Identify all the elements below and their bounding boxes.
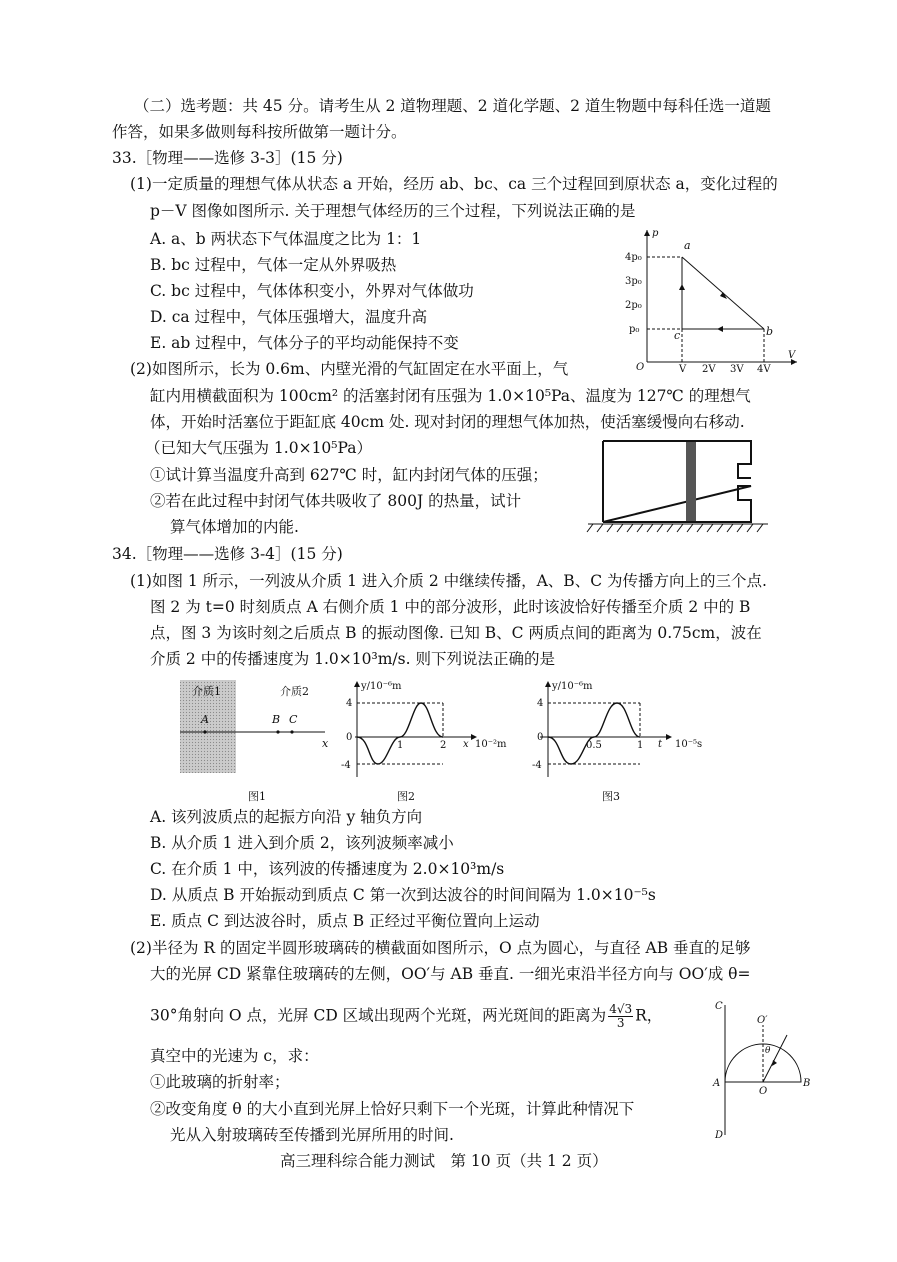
point-c-label: C (715, 1001, 723, 1012)
subquestion-1: ①试计算当温度升高到 627℃ 时，缸内封闭气体的压强； (150, 466, 548, 484)
piston (686, 442, 696, 521)
figure-3-caption: 图3 (602, 790, 620, 803)
ground-hatch (587, 524, 763, 532)
point-o-label: O (759, 1086, 768, 1097)
glass-diagram (705, 995, 815, 1145)
tick-4v: 4V (757, 364, 771, 372)
point-d-label: D (715, 1130, 724, 1141)
y-axis-label: y/10⁻⁶m (552, 681, 593, 692)
tick-2v: 2V (702, 364, 716, 372)
medium-2-label: 介质2 (280, 685, 309, 698)
subquestion-2: ②若在此过程中封闭气体共吸收了 800J 的热量，试计 (150, 492, 522, 510)
option-e: E. ab 过程中，气体分子的平均动能保持不变 (150, 334, 459, 352)
tick-0: 0 (537, 732, 544, 743)
tick-p0: p₀ (629, 324, 640, 335)
text-line: 图 2 为 t=0 时刻质点 A 右侧介质 1 中的部分波形，此时该波恰好传播至介质 2 中的 B (150, 598, 751, 616)
axis-label-p: p (652, 228, 659, 239)
option-a: A. 该列波质点的起振方向沿 y 轴负方向 (150, 808, 423, 826)
x-axis-unit: 10⁻²m (475, 739, 507, 750)
text-line: (2)如图所示，长为 0.6m、内壁光滑的气缸固定在水平面上，气 (130, 360, 569, 378)
medium-1-label: 介质1 (192, 685, 221, 698)
gas-cylinder-diagram (583, 436, 773, 538)
axis-label-v: V (788, 350, 796, 361)
figure-3 (510, 675, 710, 805)
subquestion-2: ②改变角度 θ 的大小直到光屏上恰好只剩下一个光斑，计算此种情况下 (150, 1100, 635, 1118)
tick-0: 0 (346, 732, 353, 743)
subquestion-1: ①此玻璃的折射率； (150, 1073, 290, 1091)
tick-4p0: 4p₀ (625, 252, 642, 263)
x-axis-label: x (322, 737, 329, 750)
point-c-label: C (289, 713, 298, 726)
t-axis-unit: 10⁻⁵s (675, 739, 703, 750)
option-c: C. 在介质 1 中，该列波的传播速度为 2.0×10³m/s (150, 860, 505, 878)
text-line: 作答，如果多做则每科按所做第一题计分。 (112, 123, 407, 141)
t-axis-label: t (658, 739, 663, 750)
text-line: p－V 图像如图所示. 关于理想气体经历的三个过程，下列说法正确的是 (150, 202, 636, 220)
text-line: 点，图 3 为该时刻之后质点 B 的振动图像. 已知 B、C 两质点间的距离为 0.75cm，波在 (150, 624, 762, 642)
text-line: (1)如图 1 所示，一列波从介质 1 进入介质 2 中继续传播，A、B、C 为传播方向上的三个点. (130, 572, 767, 590)
text-line: （已知大气压强为 1.0×10⁵Pa） (145, 439, 372, 457)
vibration-curve (548, 703, 640, 764)
point-b-label: B (272, 713, 281, 726)
figure-1 (170, 675, 335, 805)
tick-2p0: 2p₀ (625, 300, 642, 311)
text-line: 光从入射玻璃砖至传播到光屏所用的时间. (170, 1126, 454, 1144)
text-line: (1)一定质量的理想气体从状态 a 开始，经历 ab、bc、ca 三个过程回到原状态 a，变化过程的 (130, 175, 778, 193)
point-a-label: a (684, 239, 691, 252)
tick-neg4: -4 (532, 760, 542, 771)
figure-2 (335, 675, 510, 805)
text-line (150, 1003, 662, 1030)
tick-3p0: 3p₀ (625, 276, 642, 287)
tick-0-5: 0.5 (586, 740, 602, 751)
tick-v: V (679, 364, 687, 372)
text-line: 真空中的光速为 c，求： (150, 1047, 319, 1065)
point-a-label: A (713, 1078, 721, 1089)
tick-3v: 3V (730, 364, 744, 372)
option-d: D. 从质点 B 开始振动到质点 C 第一次到达波谷的时间间隔为 1.0×10⁻⁵s (150, 886, 656, 904)
fraction-numerator: 4√3 (609, 1002, 633, 1016)
option-b: B. bc 过程中，气体一定从外界吸热 (150, 256, 397, 274)
tick-4: 4 (346, 698, 353, 709)
y-axis-label: y/10⁻⁶m (361, 681, 402, 692)
waveform (357, 703, 443, 764)
option-b: B. 从介质 1 进入到介质 2，该列波频率减小 (150, 834, 454, 852)
origin-label: O (636, 362, 645, 372)
x-axis-label: x (463, 739, 469, 750)
figure-2-caption: 图2 (397, 790, 415, 803)
fraction (608, 1003, 633, 1030)
text-line: 大的光屏 CD 紧靠住玻璃砖的左侧，OO′与 AB 垂直. 一细光束沿半径方向与 OO′成 θ= (150, 965, 751, 983)
tick-2: 2 (440, 740, 447, 751)
point-o-prime-label: O′ (757, 1015, 768, 1026)
tick-4: 4 (537, 698, 544, 709)
tick-1: 1 (637, 740, 644, 751)
pv-diagram (612, 222, 802, 372)
point-a-label: A (201, 713, 209, 726)
option-c: C. bc 过程中，气体体积变小，外界对气体做功 (150, 282, 474, 300)
tick-neg4: -4 (341, 760, 351, 771)
text-line: (2)半径为 R 的固定半圆形玻璃砖的横截面如图所示，O 点为圆心，与直径 AB 垂直的足够 (130, 939, 751, 957)
text-line: 介质 2 中的传播速度为 1.0×10³m/s. 则下列说法正确的是 (150, 650, 555, 668)
theta-label: θ (765, 1046, 771, 1056)
point-b-label: B (803, 1078, 811, 1089)
text-segment: 30°角射向 O 点，光屏 CD 区域出现两个光斑，两光斑间的距离为 (150, 1006, 607, 1025)
question-33-heading: 33.［物理——选修 3-3］(15 分) (112, 149, 343, 167)
text-line: 体，开始时活塞位于距缸底 40cm 处. 现对封闭的理想气体加热，使活塞缓慢向右移动. (150, 413, 745, 431)
page-footer: 高三理科综合能力测试 第 10 页（共 1 2 页） (280, 1152, 608, 1170)
tick-1: 1 (397, 740, 404, 751)
figure-1-caption: 图1 (248, 790, 266, 803)
option-e: E. 质点 C 到达波谷时，质点 B 正经过平衡位置向上运动 (150, 912, 540, 930)
option-d: D. ca 过程中，气体压强增大，温度升高 (150, 308, 428, 326)
fraction-denominator: 3 (616, 1016, 625, 1030)
point-c-label: c (674, 329, 681, 342)
text-line: 算气体增加的内能. (170, 518, 299, 536)
question-34-heading: 34.［物理——选修 3-4］(15 分) (112, 545, 343, 563)
text-line: 缸内用横截面积为 100cm² 的活塞封闭有压强为 1.0×10⁵Pa、温度为 127℃ 的理想气 (150, 387, 751, 405)
text-segment: R， (635, 1006, 663, 1025)
point-b-label: b (766, 325, 774, 338)
option-a: A. a、b 两状态下气体温度之比为 1：1 (150, 230, 422, 248)
section-heading: （二）选考题：共 45 分。请考生从 2 道物理题、2 道化学题、2 道生物题中每科任选一道题 (134, 97, 771, 115)
